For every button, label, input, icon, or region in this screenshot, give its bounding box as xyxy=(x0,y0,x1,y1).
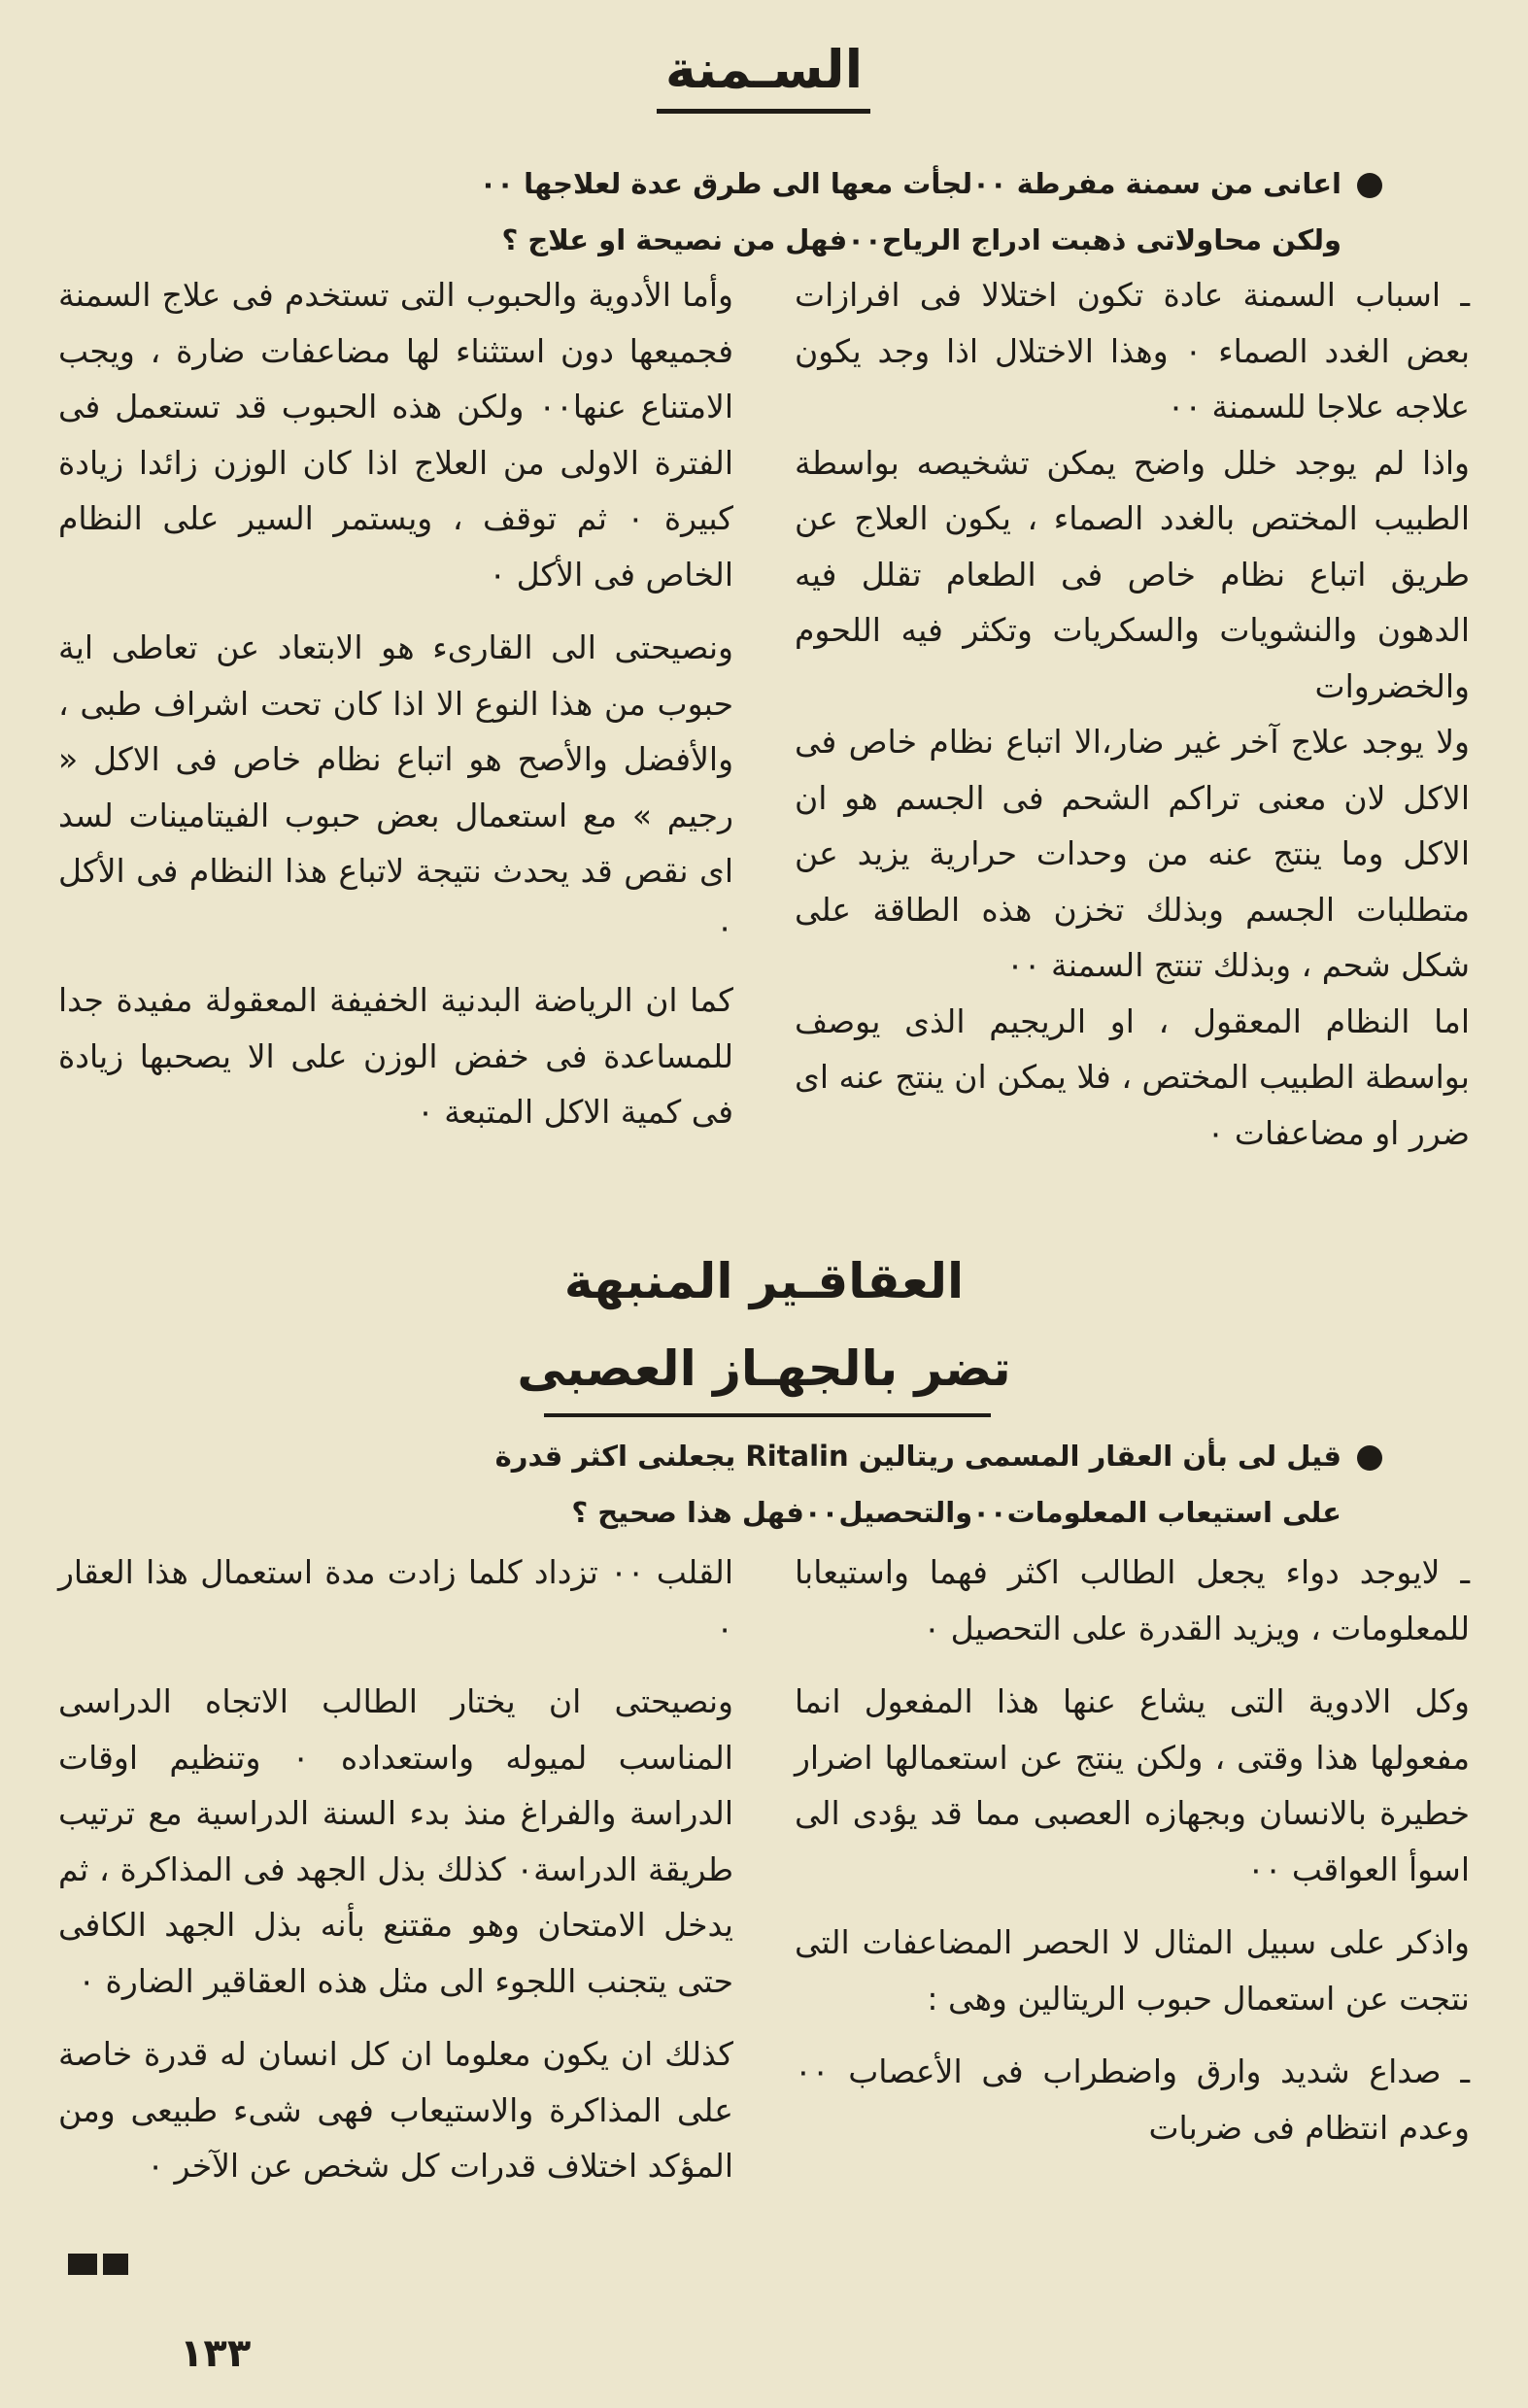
question-line-1 xyxy=(119,155,1382,212)
question-ritalin xyxy=(119,1428,1382,1541)
title-underline xyxy=(657,109,870,114)
paragraph: ـ اسباب السمنة عادة تكون اختلالا فى افرازات بعض الغدد الصماء ٠ وهذا الاختلال اذا وجد يكون علاجه علاجا للسمنة ٠٠ xyxy=(795,276,1471,425)
answer-column-right xyxy=(795,267,1470,1161)
question-text-1: اعانى من سمنة مفرطة ٠٠لجأت معها الى طرق عدة لعلاجها ٠٠ xyxy=(479,167,1341,200)
question-text-1: قيل لى بأن العقار المسمى ريتالين Ritalin يجعلنى اكثر قدرة xyxy=(494,1440,1341,1473)
question-line-2: ولكن محاولاتى ذهبت ادراج الرياح٠٠فهل من نصيحة او علاج ؟ xyxy=(501,223,1341,256)
article-title-obesity: السـمنة xyxy=(664,39,864,100)
question-obesity xyxy=(119,155,1382,268)
page-number: ١٣٣ xyxy=(180,2331,252,2376)
question-line-1 xyxy=(119,1428,1382,1484)
paragraph: كذلك ان يكون معلوما ان كل انسان له قدرة خاصة على المذاكرة والاستيعاب فهى شىء طبيعى ومن المؤكد اختلاف قدرات كل شخص عن الآخر ٠ xyxy=(58,2035,733,2185)
question-line-2: على استيعاب المعلومات٠٠والتحصيل٠٠فهل هذا صحيح ؟ xyxy=(571,1496,1341,1529)
paragraph: واذا لم يوجد خلل واضح يمكن تشخيصه بواسطة الطبيب المختص بالغدد الصماء ، يكون العلاج عن طريق اتباع نظام خاص فى الطعام تقلل فيه الدهون والنشويات والسكريات وتكثر فيه اللحوم والخضروات xyxy=(795,443,1470,705)
paragraph: ـ صداع شديد وارق واضطراب فى الأعصاب ٠٠ وعدم انتظام فى ضربات xyxy=(795,2052,1470,2147)
bullet-icon xyxy=(1357,173,1382,198)
paragraph: ونصيحتى ان يختار الطالب الاتجاه الدراسى المناسب لميوله واستعداده ٠ وتنظيم اوقات الدراسة والفراغ منذ بدء السنة الدراسية مع ترتيب طريقة الدراسة٠ كذلك بذل الجهد فى المذاكرة ، ثم يدخل الامتحان وهو مقتنع بأنه بذل الجهد الكافى حتى يتجنب اللجوء الى مثل هذه العقاقير الضارة ٠ xyxy=(58,1682,733,2000)
answer-column-right xyxy=(795,1544,1470,2155)
paragraph: وكل الادوية التى يشاع عنها هذا المفعول انما مفعولها هذا وقتى ، ولكن ينتج عن استعمالها اضرار خطيرة بالانسان وبجهازه العصبى مما قد يؤدى الى اسوأ العواقب ٠٠ xyxy=(795,1682,1470,1888)
paragraph: ونصيحتى الى القارىء هو الابتعاد عن تعاطى اية حبوب من هذا النوع الا اذا كان تحت اشراف طبى ، والأفضل والأصح هو اتباع نظام خاص فى الاكل « رجيم » مع استعمال بعض حبوب الفيتامينات لسد اى نقص قد يحدث نتيجة لاتباع هذا النظام فى الأكل ٠ xyxy=(58,628,733,946)
answer-column-left xyxy=(58,1544,733,2194)
answer-column-left xyxy=(58,267,733,1140)
title-underline xyxy=(544,1413,991,1417)
paragraph: ـ لايوجد دواء يجعل الطالب اكثر فهما واستيعابا للمعلومات ، ويزيد القدرة على التحصيل ٠ xyxy=(795,1553,1470,1647)
end-of-article-mark xyxy=(68,2254,128,2275)
article-title-stimulants-line2: تضر بالجهـاز العصبى xyxy=(517,1340,1011,1397)
paragraph: ولا يوجد علاج آخر غير ضار،الا اتباع نظام خاص فى الاكل لان معنى تراكم الشحم فى الجسم هو ان الاكل وما ينتج عنه من وحدات حرارية يزيد عن متطلبات الجسم وبذلك تخزن هذه الطاقة على شكل شحم ، وبذلك تنتج السمنة ٠٠ xyxy=(795,723,1470,984)
paragraph: واذكر على سبيل المثال لا الحصر المضاعفات التى نتجت عن استعمال حبوب الريتالين وهى : xyxy=(795,1923,1470,2018)
paragraph: القلب ٠٠ تزداد كلما زادت مدة استعمال هذا العقار ٠ xyxy=(58,1553,733,1647)
paragraph: وأما الأدوية والحبوب التى تستخدم فى علاج السمنة فجميعها دون استثناء لها مضاعفات ضارة ، ويجب الامتناع عنها٠٠ ولكن هذه الحبوب قد تستعمل فى الفترة الاولى من العلاج اذا كان الوزن زائدا زيادة كبيرة ٠ ثم توقف ، ويستمر السير على النظام الخاص فى الأكل ٠ xyxy=(58,276,733,594)
article-title-stimulants-line1: العقاقـير المنبهة xyxy=(563,1253,965,1309)
bullet-icon xyxy=(1357,1445,1382,1471)
paragraph: كما ان الرياضة البدنية الخفيفة المعقولة مفيدة جدا للمساعدة فى خفض الوزن على الا يصحبها زيادة فى كمية الاكل المتبعة ٠ xyxy=(58,981,733,1131)
paragraph: اما النظام المعقول ، او الريجيم الذى يوصف بواسطة الطبيب المختص ، فلا يمكن ان ينتج عنه اى ضرر او مضاعفات ٠ xyxy=(795,1001,1470,1152)
